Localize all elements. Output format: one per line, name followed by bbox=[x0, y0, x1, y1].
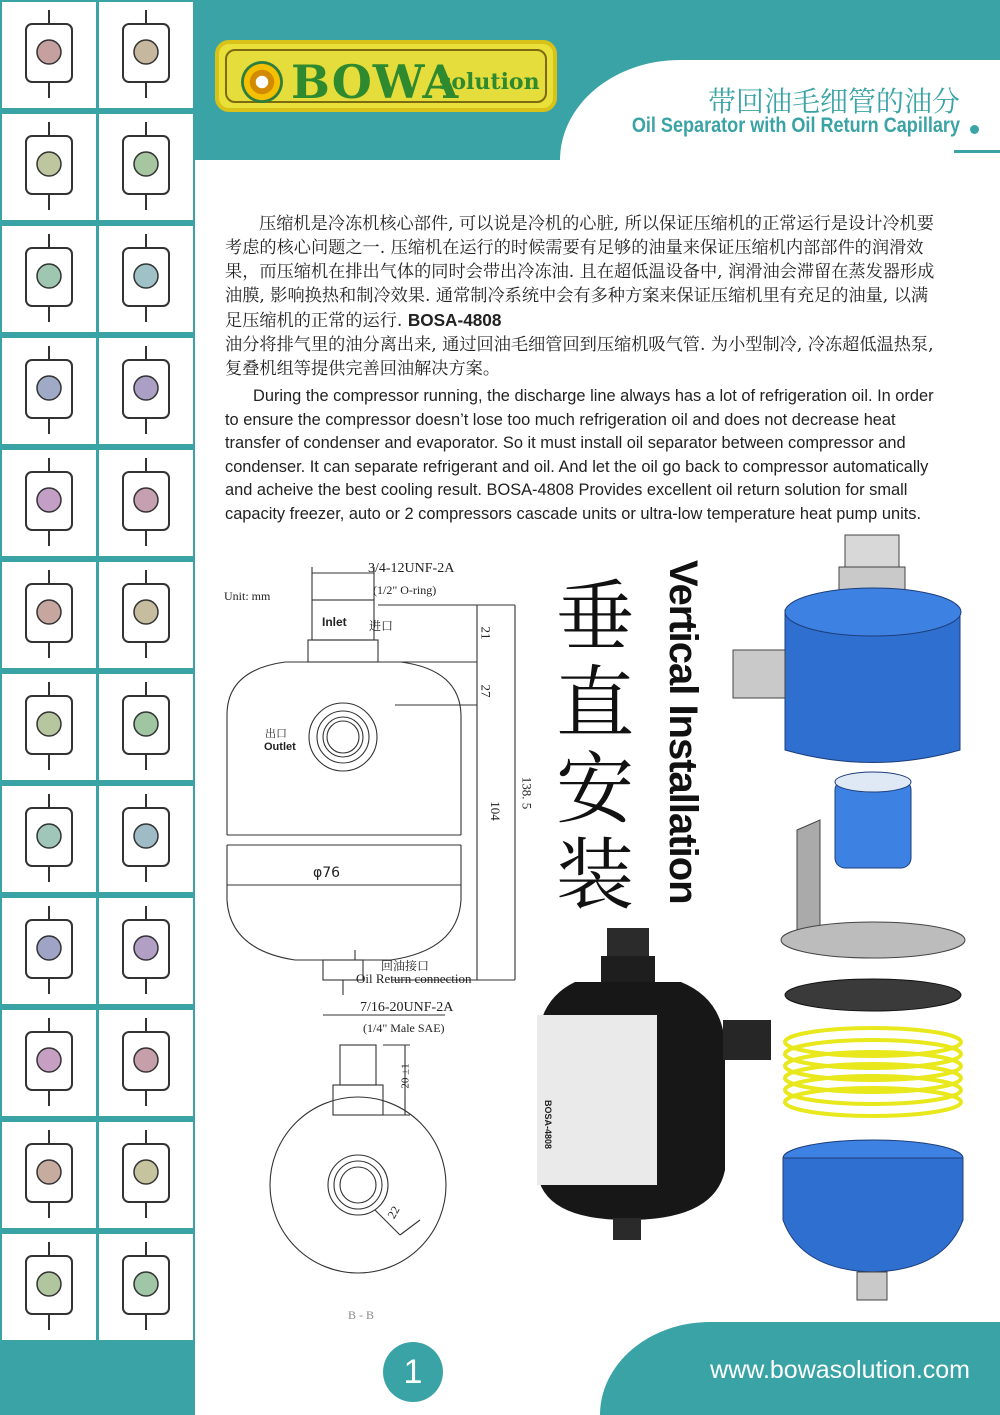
return-label-en: Oil Return connection bbox=[356, 971, 472, 986]
dim-27: 27 bbox=[478, 684, 494, 698]
diameter-label: φ76 bbox=[313, 865, 341, 881]
sidebar-row bbox=[0, 1008, 195, 1120]
condenser-coil-icon bbox=[99, 898, 193, 1004]
dual-pressure-control-icon bbox=[99, 226, 193, 332]
dim-138: 138. 5 bbox=[519, 776, 535, 810]
logo-suffix: solution bbox=[439, 69, 540, 95]
digital-controller-icon bbox=[99, 450, 193, 556]
sidebar-row bbox=[0, 1232, 195, 1344]
brand-logo bbox=[215, 40, 557, 112]
return-label-cn: 回油接口 bbox=[381, 959, 430, 973]
evaporator-icon bbox=[2, 1010, 96, 1116]
product-label-model: BOSA-4808 bbox=[543, 1100, 553, 1150]
relay-module-icon bbox=[99, 562, 193, 668]
logo-emblem-icon bbox=[241, 61, 283, 103]
hermetic-compressor-unit-icon bbox=[99, 1122, 193, 1228]
hinge-icon bbox=[99, 674, 193, 780]
scroll-compressor-icon bbox=[2, 562, 96, 668]
box-condensing-unit-icon bbox=[2, 1234, 96, 1340]
intro-paragraph-en: During the compressor running, the discharge line always has a lot of refrigeration oil. In order to ensure the compressor doesn’t lose too much refrigeration oil and does not decrease heat transfer of condenser and evaporator. So it must install oil separator between compressor and condenser. It can separate refrigerant and oil. And let the oil go back to compressor automatically and acheive the best cooling result. BOSA-4808 Provides excellent oil return solution for small capacity freezer, auto or 2 compressors cascade units or ultra-low temperature heat pump units. bbox=[225, 387, 934, 523]
outlet-label-en: Outlet bbox=[264, 741, 296, 753]
outlet-label-cn: 出口 bbox=[265, 727, 287, 740]
top-thread-note: (1/2" O-ring) bbox=[373, 583, 437, 597]
sight-glass-icon bbox=[2, 338, 96, 444]
section-label: B - B bbox=[348, 1308, 375, 1322]
fan-motor-icon bbox=[2, 898, 96, 1004]
sidebar-row bbox=[0, 336, 195, 448]
sidebar-row bbox=[0, 896, 195, 1008]
drawing-unit: Unit: mm bbox=[224, 589, 271, 603]
exploded-view bbox=[725, 530, 990, 1320]
condensing-unit-icon bbox=[99, 1010, 193, 1116]
outdoor-unit-icon bbox=[99, 1234, 193, 1340]
inlet-label-en: Inlet bbox=[322, 615, 347, 629]
solenoid-valve-icon bbox=[99, 2, 193, 108]
unit-cooler-icon bbox=[2, 674, 96, 780]
check-valve-icon bbox=[99, 338, 193, 444]
door-handle-icon bbox=[99, 786, 193, 892]
intro-paragraph-cn bbox=[225, 212, 945, 381]
technical-drawing bbox=[215, 555, 545, 1325]
filter-drier-icon bbox=[2, 450, 96, 556]
sidebar-row bbox=[0, 224, 195, 336]
page-title-en: Oil Separator with Oil Return Capillary bbox=[631, 114, 960, 137]
sidebar-row bbox=[0, 448, 195, 560]
exploded-view-drawing bbox=[725, 530, 990, 1320]
bottom-thread-spec: 7/16-20UNF-2A bbox=[360, 1000, 454, 1015]
bottom-thread-note: (1/4" Male SAE) bbox=[363, 1021, 445, 1035]
pressure-control-icon bbox=[99, 114, 193, 220]
intro-cn-model: BOSA-4808 bbox=[407, 310, 502, 330]
dim-104: 104 bbox=[487, 801, 503, 821]
logo-name: BOWA bbox=[291, 55, 460, 109]
sidebar-row bbox=[0, 0, 195, 112]
sidebar-row bbox=[0, 784, 195, 896]
sidebar-row bbox=[0, 560, 195, 672]
vertical-installation-cn: 垂直安装 bbox=[556, 573, 635, 921]
dim-20: 20 ±1 bbox=[399, 1063, 412, 1089]
dim-22: 22 bbox=[384, 1203, 403, 1221]
title-underline bbox=[954, 150, 1000, 153]
top-thread-spec: 3/4-12UNF-2A bbox=[368, 561, 455, 576]
dim-21: 21 bbox=[478, 626, 494, 640]
sidebar-row bbox=[0, 112, 195, 224]
drawing-lines bbox=[215, 555, 545, 1325]
vertical-installation-en: Vertical Installation bbox=[661, 560, 705, 904]
pressure-switch-icon bbox=[2, 114, 96, 220]
motor-icon bbox=[2, 1122, 96, 1228]
sidebar-row bbox=[0, 1120, 195, 1232]
door-hinge-icon bbox=[2, 786, 96, 892]
page-number: 1 bbox=[383, 1342, 443, 1402]
logo-frame bbox=[225, 49, 547, 109]
inlet-label-cn: 进口 bbox=[369, 619, 394, 633]
intro-cn-text-2: 油分将排气里的油分离出来, 通过回油毛细管回到压缩机吸气管. 为小型制冷, 冷冻超低温热泵, 复叠机组等提供完善回油解决方案。 bbox=[225, 335, 934, 379]
expansion-valve-icon bbox=[2, 2, 96, 108]
capillary-switch-icon bbox=[2, 226, 96, 332]
page-title-cn: 带回油毛细管的油分 bbox=[707, 85, 960, 118]
intro-cn-text: 压缩机是冷冻机核心部件, 可以说是冷机的心脏, 所以保证压缩机的正常运行是设计冷机要考虑的核心问题之一. 压缩机在运行的时候需要有足够的油量来保证压缩机内部部件的润滑效果，而压缩机在排出气体的同时会带出冷冻油. 且在超低温设备中, 润滑油会滞留在蒸发器形成油膜, 影响换热和制冷效果. 通常制冷系统中会有多种方案来保证压缩机里有充足的油量, 以满足压缩机的正常的运行. bbox=[225, 214, 935, 331]
sidebar-row bbox=[0, 672, 195, 784]
website-link[interactable]: www.bowasolution.com bbox=[710, 1356, 970, 1384]
svg-text:BOSA-4808 bbox=[543, 1100, 553, 1149]
product-sidebar bbox=[0, 0, 195, 1415]
title-dot-icon bbox=[970, 125, 979, 134]
